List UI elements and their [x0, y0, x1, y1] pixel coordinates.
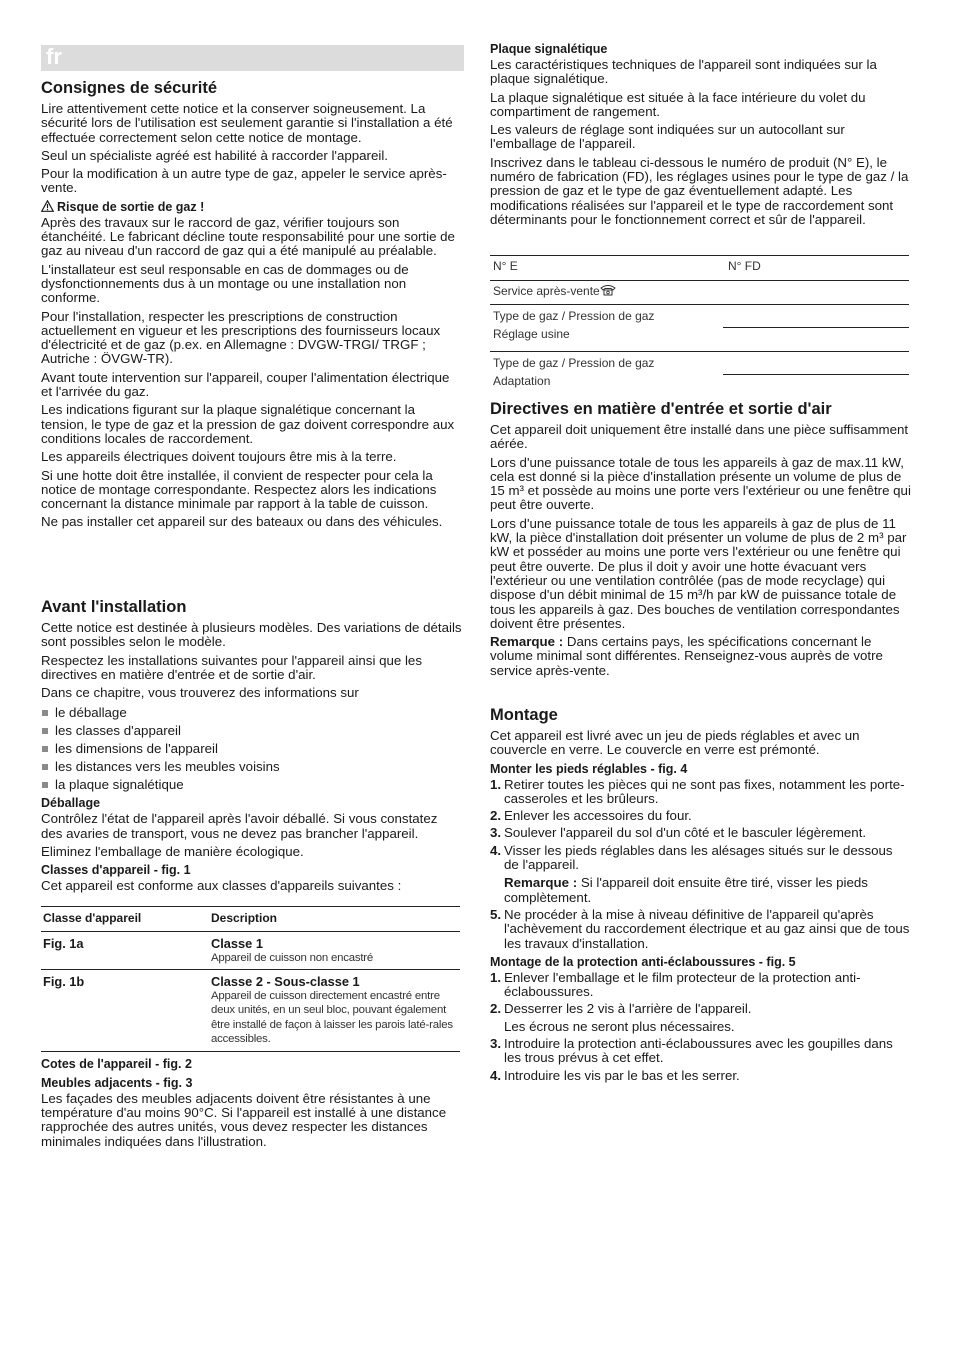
safety-p3: Pour la modification à un autre type de gaz, appeler le service après-vente. [41, 166, 447, 196]
step-text: Introduire les vis par le bas et les serrer. [504, 1067, 740, 1083]
list-item [490, 809, 911, 823]
remark-text: Dans certains pays, les spécifications concernant le volume minimal sont différentes. Renseignez-vous auprès de votre service après-vente. [490, 634, 883, 678]
before-install-section [41, 598, 462, 1153]
list-item: les dimensions de l'appareil [41, 740, 462, 758]
step-text: Enlever l'emballage et le film protecteur de la protection anti-éclaboussures. [504, 969, 861, 1000]
safety-p11: Ne pas installer cet appareil sur des bateaux ou dans des véhicules. [41, 514, 443, 530]
product-number-label: N° E [493, 259, 518, 273]
product-info-table [490, 255, 909, 396]
language-code: fr [46, 44, 62, 69]
list-item [490, 1002, 911, 1034]
splash-guard-title: Montage de la protection anti-éclaboussures - fig. 5 [490, 954, 796, 969]
safety-p2: Seul un spécialiste agréé est habilité à raccorder l'appareil. [41, 147, 388, 163]
list-item: les classes d'appareil [41, 722, 462, 740]
remark-text: Si l'appareil doit ensuite être tiré, visser les pieds complètement. [504, 875, 868, 905]
step-text: Retirer toutes les pièces qui ne sont pas fixes, notamment les porte-casseroles et les brûleurs. [504, 776, 905, 806]
safety-p10: Si une hotte doit être installée, il convient de respecter pour cela la notice de montage correspondante. Respectez alors les indications concernant la distance minimale par rapport à la table de cuisson. [41, 467, 437, 512]
safety-p7: Avant toute intervention sur l'appareil, couper l'alimentation électrique et l'arrivée du gaz. [41, 369, 450, 400]
gas-type-label: Type de gaz / Pression de gaz [493, 356, 655, 370]
service-label-text: Service après-vente [493, 284, 600, 298]
air-section [490, 400, 911, 682]
step-text: Ne procéder à la mise à niveau définitive de l'appareil qu'après l'achèvement du raccordement électrique et au gaz ainsi que de tous les travaux d'installation. [504, 906, 910, 951]
fd-number-label: N° FD [728, 259, 761, 273]
table-row [41, 970, 460, 1052]
rating-plate-p2: La plaque signalétique est située à la face intérieure du volet du compartiment de rangement. [490, 89, 866, 119]
feet-remark [504, 876, 911, 905]
before-install-p2: Respectez les installations suivantes pour l'appareil ainsi que les directives en matière d'entrée et de sortie d'air. [41, 652, 422, 682]
splash-guard-steps [490, 971, 911, 1083]
adjacent-furniture-p: Les façades des meubles adjacents doivent être résistantes à une température d'au moins 90°C. Si l'appareil est installé à une distance rapprochée des autres unités, vous devez respecter les distances minimales indiquées dans l'illustration. [41, 1090, 447, 1149]
info-list [41, 704, 462, 793]
rating-plate-section [490, 42, 911, 231]
safety-section [41, 79, 462, 534]
list-item [490, 908, 911, 951]
list-item [490, 971, 911, 1000]
table-cell-desc: Appareil de cuisson non encastré [211, 951, 374, 964]
list-item: le déballage [41, 704, 462, 722]
fill-line [723, 374, 909, 375]
montage-title: Montage [490, 706, 558, 724]
air-remark [490, 635, 911, 678]
list-item [490, 1069, 911, 1083]
feet-steps [490, 778, 911, 951]
montage-section [490, 706, 911, 1086]
gas-warning-text: Risque de sortie de gaz ! [57, 199, 205, 214]
safety-p8: Les indications figurant sur la plaque signalétique concernant la tension, le type de gaz et la pression de gaz doivent correspondre aux conditions locales de raccordement. [41, 402, 455, 446]
air-p2: Lors d'une puissance totale de tous les appareils à gaz de max.11 kW, cela est donné si la pièce d'installation présente un volume de plus de 15 m³ et possède au moins une porte vers l'extérieur ou une fenêtre qui peut être ouverte. [490, 454, 911, 513]
before-install-title: Avant l'installation [41, 598, 187, 616]
list-item [490, 778, 911, 807]
list-item [490, 826, 911, 840]
gas-warning-title [41, 200, 462, 215]
air-p1: Cet appareil doit uniquement être installé dans une pièce suffisamment aérée. [490, 422, 909, 452]
remark-label: Remarque : [504, 875, 578, 891]
step-number: 1. [490, 969, 502, 985]
step-number: 2. [490, 1001, 502, 1017]
montage-p1: Cet appareil est livré avec un jeu de pieds réglables et avec un couvercle en verre. Le couvercle en verre est prémonté. [490, 728, 860, 758]
table-cell: Classe 2 - Sous-classe 1 [211, 974, 360, 990]
safety-p6: Pour l'installation, respecter les prescriptions de construction actuellement en vigueur et les prescriptions des fournisseurs locaux d'électricité et de gaz (p.ex. en Allemagne : DVGW-TRGI/ TRGF ; Autriche : ÖVGW-TR). [41, 308, 441, 367]
warning-triangle-icon [41, 200, 54, 212]
gas-type-label: Type de gaz / Pression de gaz [493, 309, 655, 323]
feet-title: Monter les pieds réglables - fig. 4 [490, 761, 688, 776]
unpacking-title: Déballage [41, 796, 101, 811]
list-item: les distances vers les meubles voisins [41, 758, 462, 776]
table-row [490, 255, 909, 280]
step-text: Introduire la protection anti-éclaboussures avec les goupilles dans les trous prévus à cet effet. [504, 1036, 893, 1066]
appliance-classes-table [41, 906, 460, 1052]
table-header: Classe d'appareil [41, 906, 209, 931]
table-header: Description [209, 906, 460, 931]
step-text: Desserrer les 2 vis à l'arrière de l'appareil. [504, 1001, 752, 1017]
dimensions-title: Cotes de l'appareil - fig. 2 [41, 1056, 192, 1071]
table-row [490, 280, 909, 304]
safety-p1: Lire attentivement cette notice et la conserver soigneusement. La sécurité lors de l'utilisation est seulement garantie si l'installation a été effectuée correctement selon cette notice de montage. [41, 101, 453, 145]
before-install-p1: Cette notice est destinée à plusieurs modèles. Des variations de détails sont possibles selon le modèle. [41, 620, 462, 650]
step-number: 3. [490, 825, 502, 841]
classes-title: Classes d'appareil - fig. 1 [41, 863, 191, 878]
telephone-icon [600, 284, 616, 296]
safety-title: Consignes de sécurité [41, 79, 218, 97]
air-title: Directives en matière d'entrée et sortie d'air [490, 400, 832, 418]
step-text: Soulever l'appareil du sol d'un côté et le basculer légèrement. [504, 825, 867, 841]
table-cell: Classe 1 [211, 935, 263, 951]
table-cell: Fig. 1a [43, 935, 84, 951]
step-number: 4. [490, 1067, 502, 1083]
safety-p9: Les appareils électriques doivent toujours être mis à la terre. [41, 449, 397, 465]
air-p3: Lors d'une puissance totale de tous les appareils à gaz de plus de 11 kW, la pièce d'installation doit présenter un volume de plus de 2 m³ par kW et posséder au moins une porte vers l'extérieur ou une fenêtre qui peut être ouverte. De plus il doit y avoir une hotte évacuant vers l'extérieur ou une ventilation contrôlée (pas de mode recyclage) qui dispose d'un débit minimal de 15 m³/h par kW de puissance totale de tous les appareils à gaz. Des bouches de ventilation correspondantes doivent être présentes. [490, 515, 907, 631]
list-item [490, 1037, 911, 1066]
before-install-p3: Dans ce chapitre, vous trouverez des informations sur [41, 685, 359, 701]
fill-line [723, 327, 909, 328]
remark-label: Remarque : [490, 634, 564, 650]
step-text: Visser les pieds réglables dans les alésages situés sur le dessous de l'appareil. [504, 842, 893, 873]
step-note: Les écrous ne seront plus nécessaires. [504, 1018, 735, 1034]
step-text: Enlever les accessoires du four. [504, 808, 692, 824]
table-row [41, 931, 460, 969]
table-row [490, 304, 909, 351]
rating-plate-p4: Inscrivez dans le tableau ci-dessous le numéro de produit (N° E), le numéro de fabrication (FD), les réglages usines pour le type de gaz / la pression de gaz et le type de gaz éventuellement adapté. Les modifications réalisées sur l'appareil et le type de raccordement sont déterminants pour le fonctionnement correct et sûr de l'appareil. [490, 154, 909, 227]
step-number: 4. [490, 842, 502, 858]
unpacking-p1: Contrôlez l'état de l'appareil après l'avoir déballé. Si vous constatez des avaries de transport, vous ne devez pas brancher l'appareil. [41, 811, 438, 841]
rating-plate-p1: Les caractéristiques techniques de l'appareil sont indiquées sur la plaque signalétique. [490, 57, 877, 87]
rating-plate-p3: Les valeurs de réglage sont indiquées sur un autocollant sur l'emballage de l'appareil. [490, 122, 845, 152]
adjacent-furniture-title: Meubles adjacents - fig. 3 [41, 1075, 193, 1090]
factory-setting-label: Réglage usine [493, 327, 570, 341]
table-row [490, 351, 909, 396]
step-number: 3. [490, 1036, 502, 1052]
step-number: 5. [490, 906, 502, 922]
classes-intro: Cet appareil est conforme aux classes d'appareils suivantes : [41, 878, 402, 894]
table-cell: Fig. 1b [43, 974, 85, 990]
service-label [493, 284, 616, 298]
list-item: la plaque signalétique [41, 776, 462, 794]
language-bar [41, 45, 464, 71]
step-number: 2. [490, 808, 502, 824]
list-item [490, 844, 911, 905]
adaptation-label: Adaptation [493, 374, 551, 388]
step-number: 1. [490, 776, 502, 792]
table-cell-desc: Appareil de cuisson directement encastré entre deux unités, en un seul bloc, pouvant également être installé de façon à laisser les parois laté-rales accessibles. [211, 990, 453, 1046]
safety-p4: Après des travaux sur le raccord de gaz, vérifier toujours son étanchéité. Le fabricant décline toute responsabilité pour une sortie de gaz au niveau d'un raccord de gaz qui a été manipulé au préalable. [41, 214, 455, 259]
safety-p5: L'installateur est seul responsable en cas de dommages ou de dysfonctionnements dus à un montage ou une installation non conforme. [41, 261, 409, 306]
rating-plate-title: Plaque signalétique [490, 42, 608, 56]
unpacking-p2: Eliminez l'emballage de manière écologique. [41, 844, 304, 860]
